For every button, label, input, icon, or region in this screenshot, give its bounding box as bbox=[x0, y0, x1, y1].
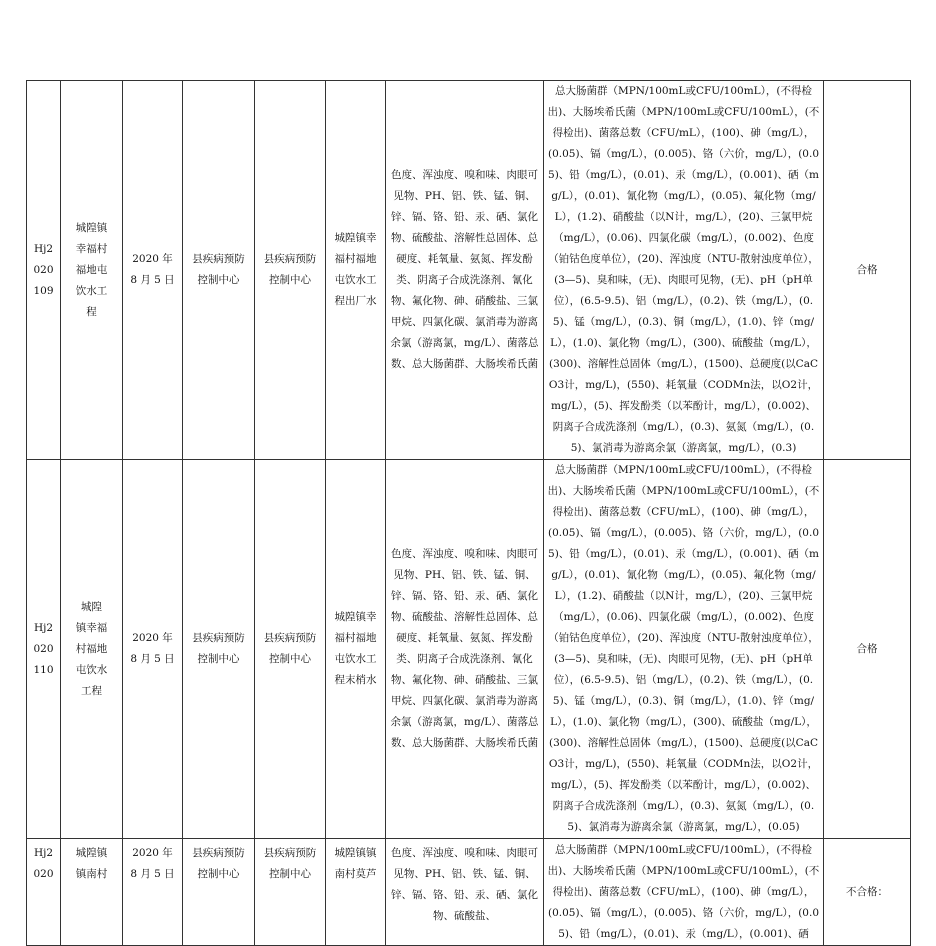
testing-unit-cell: 县疾病预防 控制中心 bbox=[255, 460, 326, 839]
project-name-cell: 城隍镇 镇南村 bbox=[61, 839, 123, 946]
sample-date-cell: 2020 年 8 月 5 日 bbox=[123, 460, 183, 839]
project-name-cell: 城隍 镇幸福 村福地 屯饮水 工程 bbox=[61, 460, 123, 839]
sample-location-cell: 城隍镇幸 福村福地 屯饮水工 程出厂水 bbox=[326, 81, 386, 460]
testing-unit-cell: 县疾病预防 控制中心 bbox=[255, 81, 326, 460]
table-row bbox=[27, 839, 911, 946]
table-row bbox=[27, 81, 911, 460]
sample-id-cell: Hj2 020 109 bbox=[27, 81, 61, 460]
standard-limits-cell: 总大肠菌群（MPN/100mL或CFU/100mL），(不得检出)、大肠埃希氏菌（MPN/100mL或CFU/100mL），(不得检出)、菌落总数（CFU/mL），(100)、砷（mg/L），(0.05)、镉（mg/L），(0.005)、铬（六价，mg/L），(0.05)、铅（mg/L），(0.01)、汞（mg/L），(0.001)、硒（mg/L），(0.01)、氰化物（mg/L），(0.05)、氟化物（mg/L），(1.2)、硝酸盐（以N计，mg/L），(20)、三氯甲烷（mg/L），(0.06)、四氯化碳（mg/L），(0.002)、色度（铂钴色度单位），(20)、浑浊度（NTU-散射浊度单位），(3—5)、臭和味，(无)、肉眼可见物，(无)、pH（pH单位），(6.5-9.5)、铝（mg/L），(0.2)、铁（mg/L），(0.5)、锰（mg/L），(0.3)、铜（mg/L），(1.0)、锌（mg/L），(1.0)、氯化物（mg/L），(300)、硫酸盐（mg/L），(300)、溶解性总固体（mg/L），(1500)、总硬度(以CaCO3计，mg/L)，(550)、耗氧量（CODMn法，以O2计，mg/L），(5)、挥发酚类（以苯酚计，mg/L），(0.002)、阴离子合成洗涤剂（mg/L），(0.3)、氨氮（mg/L），(0.5)、氯消毒为游离余氯（游离氯，mg/L），(0.3) bbox=[544, 81, 824, 460]
table-row bbox=[27, 460, 911, 839]
sample-date-cell: 2020 年 8 月 5 日 bbox=[123, 81, 183, 460]
sample-location-cell: 城隍镇幸 福村福地 屯饮水工 程末梢水 bbox=[326, 460, 386, 839]
result-cell: 合格 bbox=[824, 81, 911, 460]
sample-id-cell: Hj2 020 110 bbox=[27, 460, 61, 839]
standard-limits-cell: 总大肠菌群（MPN/100mL或CFU/100mL），(不得检出)、大肠埃希氏菌（MPN/100mL或CFU/100mL），(不得检出)、菌落总数（CFU/mL），(100)、砷（mg/L），(0.05)、镉（mg/L），(0.005)、铬（六价，mg/L），(0.05)、铅（mg/L），(0.01)、汞（mg/L），(0.001)、硒 bbox=[544, 839, 824, 946]
result-cell: 不合格： bbox=[824, 839, 911, 946]
sample-location-cell: 城隍镇镇 南村莫芦 bbox=[326, 839, 386, 946]
result-cell: 合格 bbox=[824, 460, 911, 839]
water-quality-table bbox=[26, 80, 911, 946]
test-items-cell: 色度、浑浊度、嗅和味、肉眼可见物、PH、铝、铁、锰、铜、锌、镉、铬、铅、汞、硒、氯化物、硫酸盐、溶解性总固体、总硬度、耗氧量、氨氮、挥发酚类、阴离子合成洗涤剂、氰化物、氟化物、砷、硝酸盐、三氯甲烷、四氯化碳、氯消毒为游离余氯（游离氯，mg/L）、菌落总数、总大肠菌群、大肠埃希氏菌 bbox=[386, 460, 544, 839]
sampling-unit-cell: 县疾病预防 控制中心 bbox=[183, 839, 255, 946]
test-items-cell: 色度、浑浊度、嗅和味、肉眼可见物、PH、铝、铁、锰、铜、锌、镉、铬、铅、汞、硒、氯化物、硫酸盐、 bbox=[386, 839, 544, 946]
sampling-unit-cell: 县疾病预防 控制中心 bbox=[183, 81, 255, 460]
sample-id-cell: Hj2 020 bbox=[27, 839, 61, 946]
standard-limits-cell: 总大肠菌群（MPN/100mL或CFU/100mL），(不得检出)、大肠埃希氏菌（MPN/100mL或CFU/100mL），(不得检出)、菌落总数（CFU/mL），(100)、砷（mg/L），(0.05)、镉（mg/L），(0.005)、铬（六价，mg/L），(0.05)、铅（mg/L），(0.01)、汞（mg/L），(0.001)、硒（mg/L），(0.01)、氰化物（mg/L），(0.05)、氟化物（mg/L），(1.2)、硝酸盐（以N计，mg/L），(20)、三氯甲烷（mg/L），(0.06)、四氯化碳（mg/L），(0.002)、色度（铂钴色度单位），(20)、浑浊度（NTU-散射浊度单位），(3—5)、臭和味，(无)、肉眼可见物，(无)、pH（pH单位），(6.5-9.5)、铝（mg/L），(0.2)、铁（mg/L），(0.5)、锰（mg/L），(0.3)、铜（mg/L），(1.0)、锌（mg/L），(1.0)、氯化物（mg/L），(300)、硫酸盐（mg/L），(300)、溶解性总固体（mg/L），(1500)、总硬度(以CaCO3计，mg/L)，(550)、耗氧量（CODMn法，以O2计，mg/L），(5)、挥发酚类（以苯酚计，mg/L），(0.002)、阴离子合成洗涤剂（mg/L），(0.3)、氨氮（mg/L），(0.5)、氯消毒为游离余氯（游离氯，mg/L），(0.05) bbox=[544, 460, 824, 839]
test-items-cell: 色度、浑浊度、嗅和味、肉眼可见物、PH、铝、铁、锰、铜、锌、镉、铬、铅、汞、硒、氯化物、硫酸盐、溶解性总固体、总硬度、耗氧量、氨氮、挥发酚类、阴离子合成洗涤剂、氰化物、氟化物、砷、硝酸盐、三氯甲烷、四氯化碳、氯消毒为游离余氯（游离氯，mg/L）、菌落总数、总大肠菌群、大肠埃希氏菌 bbox=[386, 81, 544, 460]
sample-date-cell: 2020 年 8 月 5 日 bbox=[123, 839, 183, 946]
project-name-cell: 城隍镇 幸福村 福地屯 饮水工 程 bbox=[61, 81, 123, 460]
testing-unit-cell: 县疾病预防 控制中心 bbox=[255, 839, 326, 946]
sampling-unit-cell: 县疾病预防 控制中心 bbox=[183, 460, 255, 839]
